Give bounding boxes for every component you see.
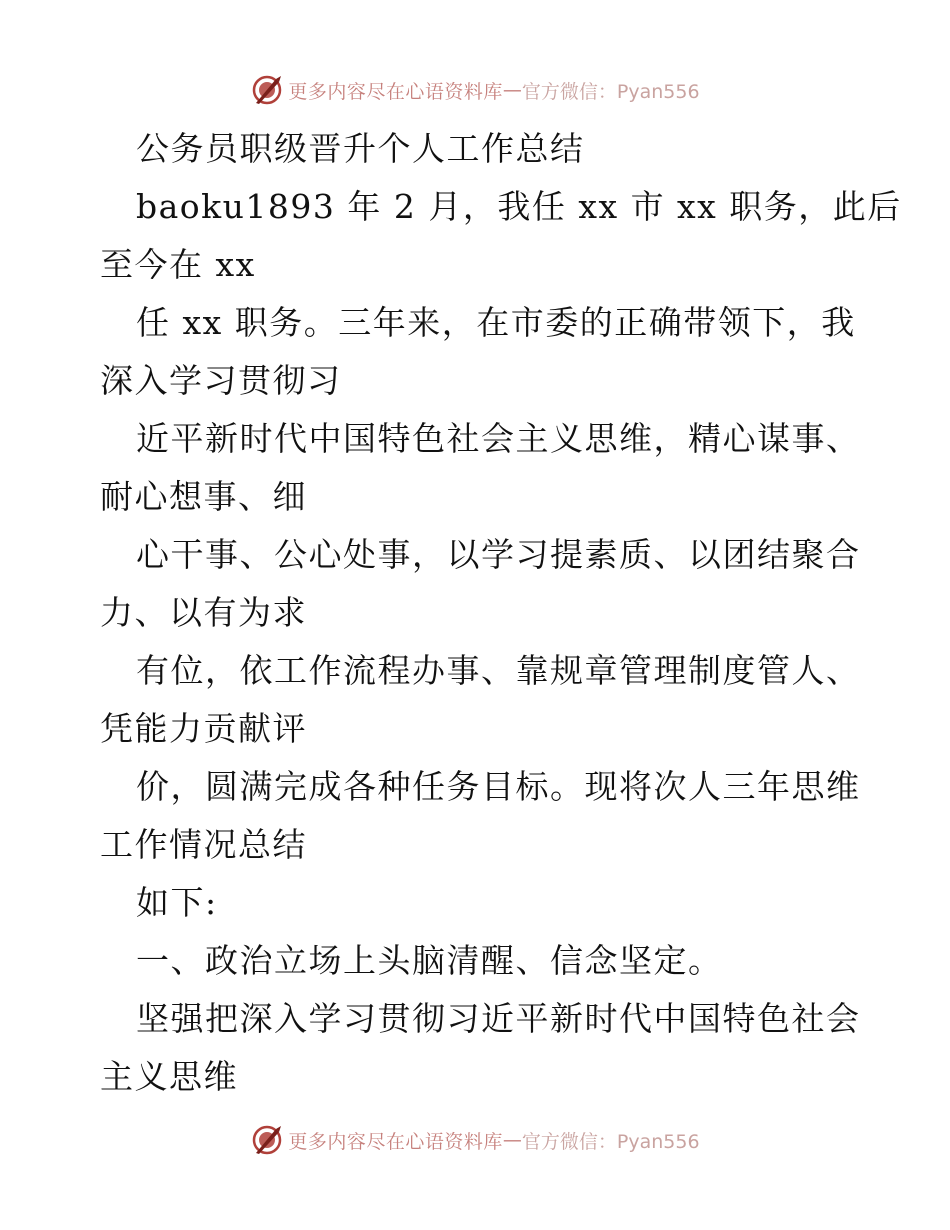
- document-title: 公务员职级晋升个人工作总结: [136, 129, 585, 168]
- header-banner: [0, 70, 950, 110]
- text-line: 耐心想事、细: [100, 477, 307, 516]
- text-line: 主义思维: [100, 1057, 238, 1096]
- text-line: 心干事、公心处事，以学习提素质、以团结聚合: [136, 535, 861, 574]
- quill-pen-logo-icon: [250, 73, 284, 107]
- text-line: 价，圆满完成各种任务目标。现将次人三年思维: [136, 767, 861, 806]
- banner-wechat: 官方微信：Pyan556: [521, 1130, 700, 1153]
- quill-pen-logo-icon: [250, 1123, 284, 1157]
- footer-banner: [0, 1120, 950, 1160]
- text-line: 有位，依工作流程办事、靠规章管理制度管人、: [136, 651, 861, 690]
- text-line: 一、政治立场上头脑清醒、信念坚定。: [136, 941, 723, 980]
- text-line: 深入学习贯彻习: [100, 361, 342, 400]
- text-line: baoku1893 年 2 月，我任 xx 市 xx 职务，此后: [136, 187, 902, 226]
- banner-dash: —: [502, 1129, 522, 1151]
- text-line: 工作情况总结: [100, 825, 307, 864]
- text-line: 力、以有为求: [100, 593, 307, 632]
- banner-text: 更多内容尽在心语资料库: [288, 80, 503, 103]
- text-line: 坚强把深入学习贯彻习近平新时代中国特色社会: [136, 999, 861, 1038]
- text-line: 如下:: [136, 883, 218, 922]
- text-line: 近平新时代中国特色社会主义思维，精心谋事、: [136, 419, 861, 458]
- document-body: [100, 120, 902, 1106]
- banner-wechat: 官方微信：Pyan556: [521, 80, 700, 103]
- text-line: 任 xx 职务。三年来，在市委的正确带领下，我: [136, 303, 856, 342]
- document-lines: [100, 178, 902, 1106]
- text-line: 凭能力贡献评: [100, 709, 307, 748]
- banner-text: 更多内容尽在心语资料库: [288, 1130, 503, 1153]
- banner-dash: —: [502, 79, 522, 101]
- text-line: 至今在 xx: [100, 245, 256, 284]
